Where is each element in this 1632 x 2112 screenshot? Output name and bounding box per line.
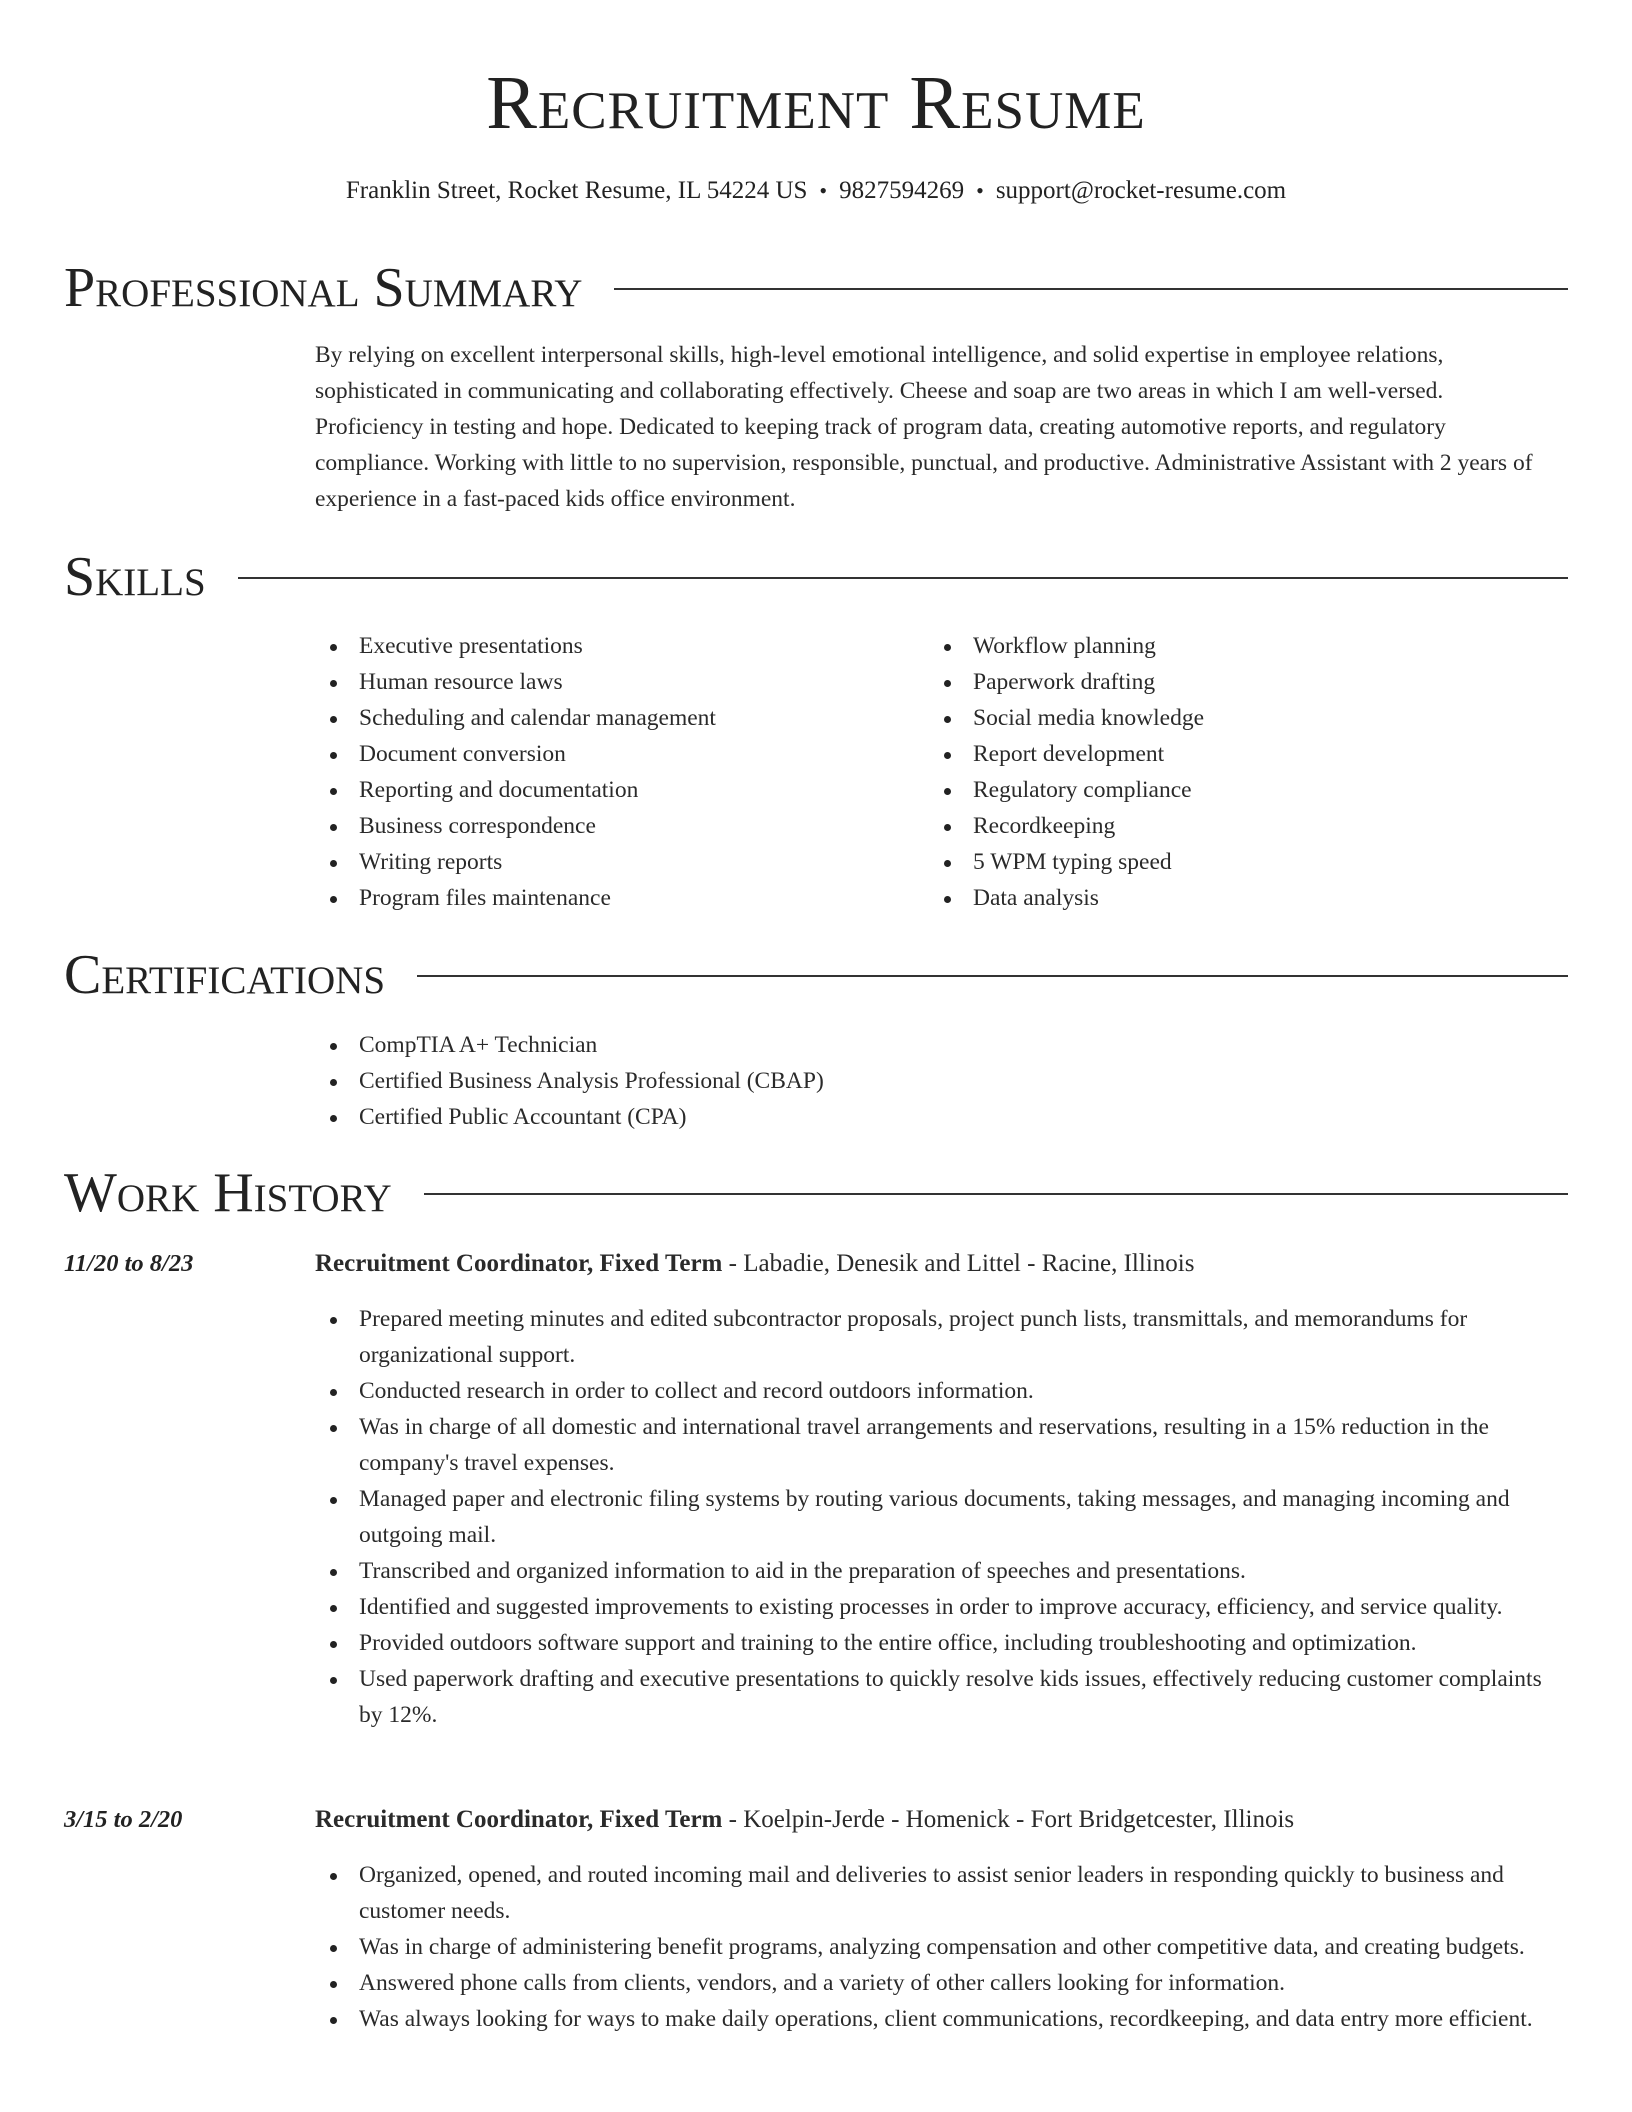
skill-item: Document conversion <box>315 736 915 772</box>
section-divider <box>238 577 1568 579</box>
job-dates: 3/15 to 2/20 <box>64 1806 183 1833</box>
job-bullets <box>315 1857 1565 2037</box>
certifications-section-title: Certifications <box>64 944 386 1006</box>
contact-email: support@rocket-resume.com <box>995 177 1287 204</box>
job-bullet: Used paperwork drafting and executive presentations to quickly resolve kids issues, effectively reducing customer complaints by 12%. <box>315 1661 1565 1733</box>
skill-item: Business correspondence <box>315 808 915 844</box>
skill-item: Human resource laws <box>315 664 915 700</box>
job-bullet: Prepared meeting minutes and edited subcontractor proposals, project punch lists, transmittals, and memorandums for organizational support. <box>315 1301 1565 1373</box>
section-divider <box>424 1193 1568 1195</box>
job-bullet: Provided outdoors software support and training to the entire office, including troubleshooting and optimization. <box>315 1625 1565 1661</box>
certification-item: CompTIA A+ Technician <box>315 1027 1215 1063</box>
job-employer: - Koelpin-Jerde - Homenick - Fort Bridgetcester, Illinois <box>722 1806 1295 1833</box>
summary-section-header <box>64 256 1568 320</box>
job-employer: - Labadie, Denesik and Littel - Racine, Illinois <box>722 1250 1195 1277</box>
summary-section-title: Professional Summary <box>64 257 583 319</box>
certifications-block <box>315 1027 1215 1135</box>
job-bullet: Organized, opened, and routed incoming mail and deliveries to assist senior leaders in responding quickly to business and customer needs. <box>315 1857 1565 1929</box>
job-bullet: Was in charge of all domestic and international travel arrangements and reservations, resulting in a 15% reduction in the company's travel expenses. <box>315 1409 1565 1481</box>
skill-item: Data analysis <box>929 880 1529 916</box>
skill-item: Paperwork drafting <box>929 664 1529 700</box>
work-history-section-header <box>64 1161 1568 1225</box>
job-bullet-list <box>315 1857 1565 2037</box>
contact-address: Franklin Street, Rocket Resume, IL 54224 US <box>345 177 808 204</box>
job-bullet: Managed paper and electronic filing systems by routing various documents, taking messages, and managing incoming and outgoing mail. <box>315 1481 1565 1553</box>
contact-separator: • <box>819 178 828 203</box>
summary-paragraph: By relying on excellent interpersonal skills, high-level emotional intelligence, and solid expertise in employee relations, sophisticated in communicating and collaborating effectively. Cheese and soap are two areas in which I am well-versed. Proficiency in testing and hope. Dedicated to keeping track of program data, creating automotive reports, and regulatory compliance. Working with little to no supervision, responsible, punctual, and productive. Administrative Assistant with 2 years of experience in a fast-paced kids office environment. <box>315 342 1533 512</box>
job-bullet: Answered phone calls from clients, vendors, and a variety of other callers looking for information. <box>315 1965 1565 2001</box>
skill-item: Reporting and documentation <box>315 772 915 808</box>
job-bullet: Transcribed and organized information to aid in the preparation of speeches and presentations. <box>315 1553 1565 1589</box>
skill-item: Regulatory compliance <box>929 772 1529 808</box>
skill-item: Program files maintenance <box>315 880 915 916</box>
skill-item: Recordkeeping <box>929 808 1529 844</box>
skills-section-header <box>64 545 1568 609</box>
section-divider <box>614 288 1568 290</box>
skills-section-title: Skills <box>64 546 206 608</box>
skills-column-left <box>315 628 915 916</box>
skill-item: 5 WPM typing speed <box>929 844 1529 880</box>
job-title: Recruitment Coordinator, Fixed Term <box>315 1250 723 1277</box>
job-heading <box>315 1248 1555 1280</box>
certification-item: Certified Business Analysis Professional (CBAP) <box>315 1063 1215 1099</box>
work-history-section-title: Work History <box>64 1162 392 1224</box>
contact-line <box>0 176 1632 206</box>
job-bullet-list <box>315 1301 1565 1733</box>
job-bullets <box>315 1301 1565 1733</box>
skill-item: Workflow planning <box>929 628 1529 664</box>
skill-item: Social media knowledge <box>929 700 1529 736</box>
contact-separator: • <box>976 178 984 203</box>
job-bullet: Conducted research in order to collect and record outdoors information. <box>315 1373 1565 1409</box>
skill-item: Scheduling and calendar management <box>315 700 915 736</box>
skill-item: Writing reports <box>315 844 915 880</box>
contact-phone: 9827594269 <box>839 177 965 204</box>
skills-column-right <box>929 628 1529 916</box>
skills-list-left <box>315 628 915 916</box>
job-dates: 11/20 to 8/23 <box>64 1250 194 1277</box>
resume-name-heading: Recruitment Resume <box>486 61 1146 145</box>
certifications-section-header <box>64 943 1568 1007</box>
job-bullet: Identified and suggested improvements to existing processes in order to improve accuracy, efficiency, and service quality. <box>315 1589 1565 1625</box>
job-bullet: Was always looking for ways to make daily operations, client communications, recordkeeping, and data entry more efficient. <box>315 2001 1565 2037</box>
skill-item: Executive presentations <box>315 628 915 664</box>
skills-list-right <box>929 628 1529 916</box>
section-divider <box>417 975 1568 977</box>
certification-item: Certified Public Accountant (CPA) <box>315 1099 1215 1135</box>
job-heading <box>315 1804 1555 1836</box>
skill-item: Report development <box>929 736 1529 772</box>
certifications-list <box>315 1027 1215 1135</box>
job-bullet: Was in charge of administering benefit programs, analyzing compensation and other competitive data, and creating budgets. <box>315 1929 1565 1965</box>
job-title: Recruitment Coordinator, Fixed Term <box>315 1806 723 1833</box>
